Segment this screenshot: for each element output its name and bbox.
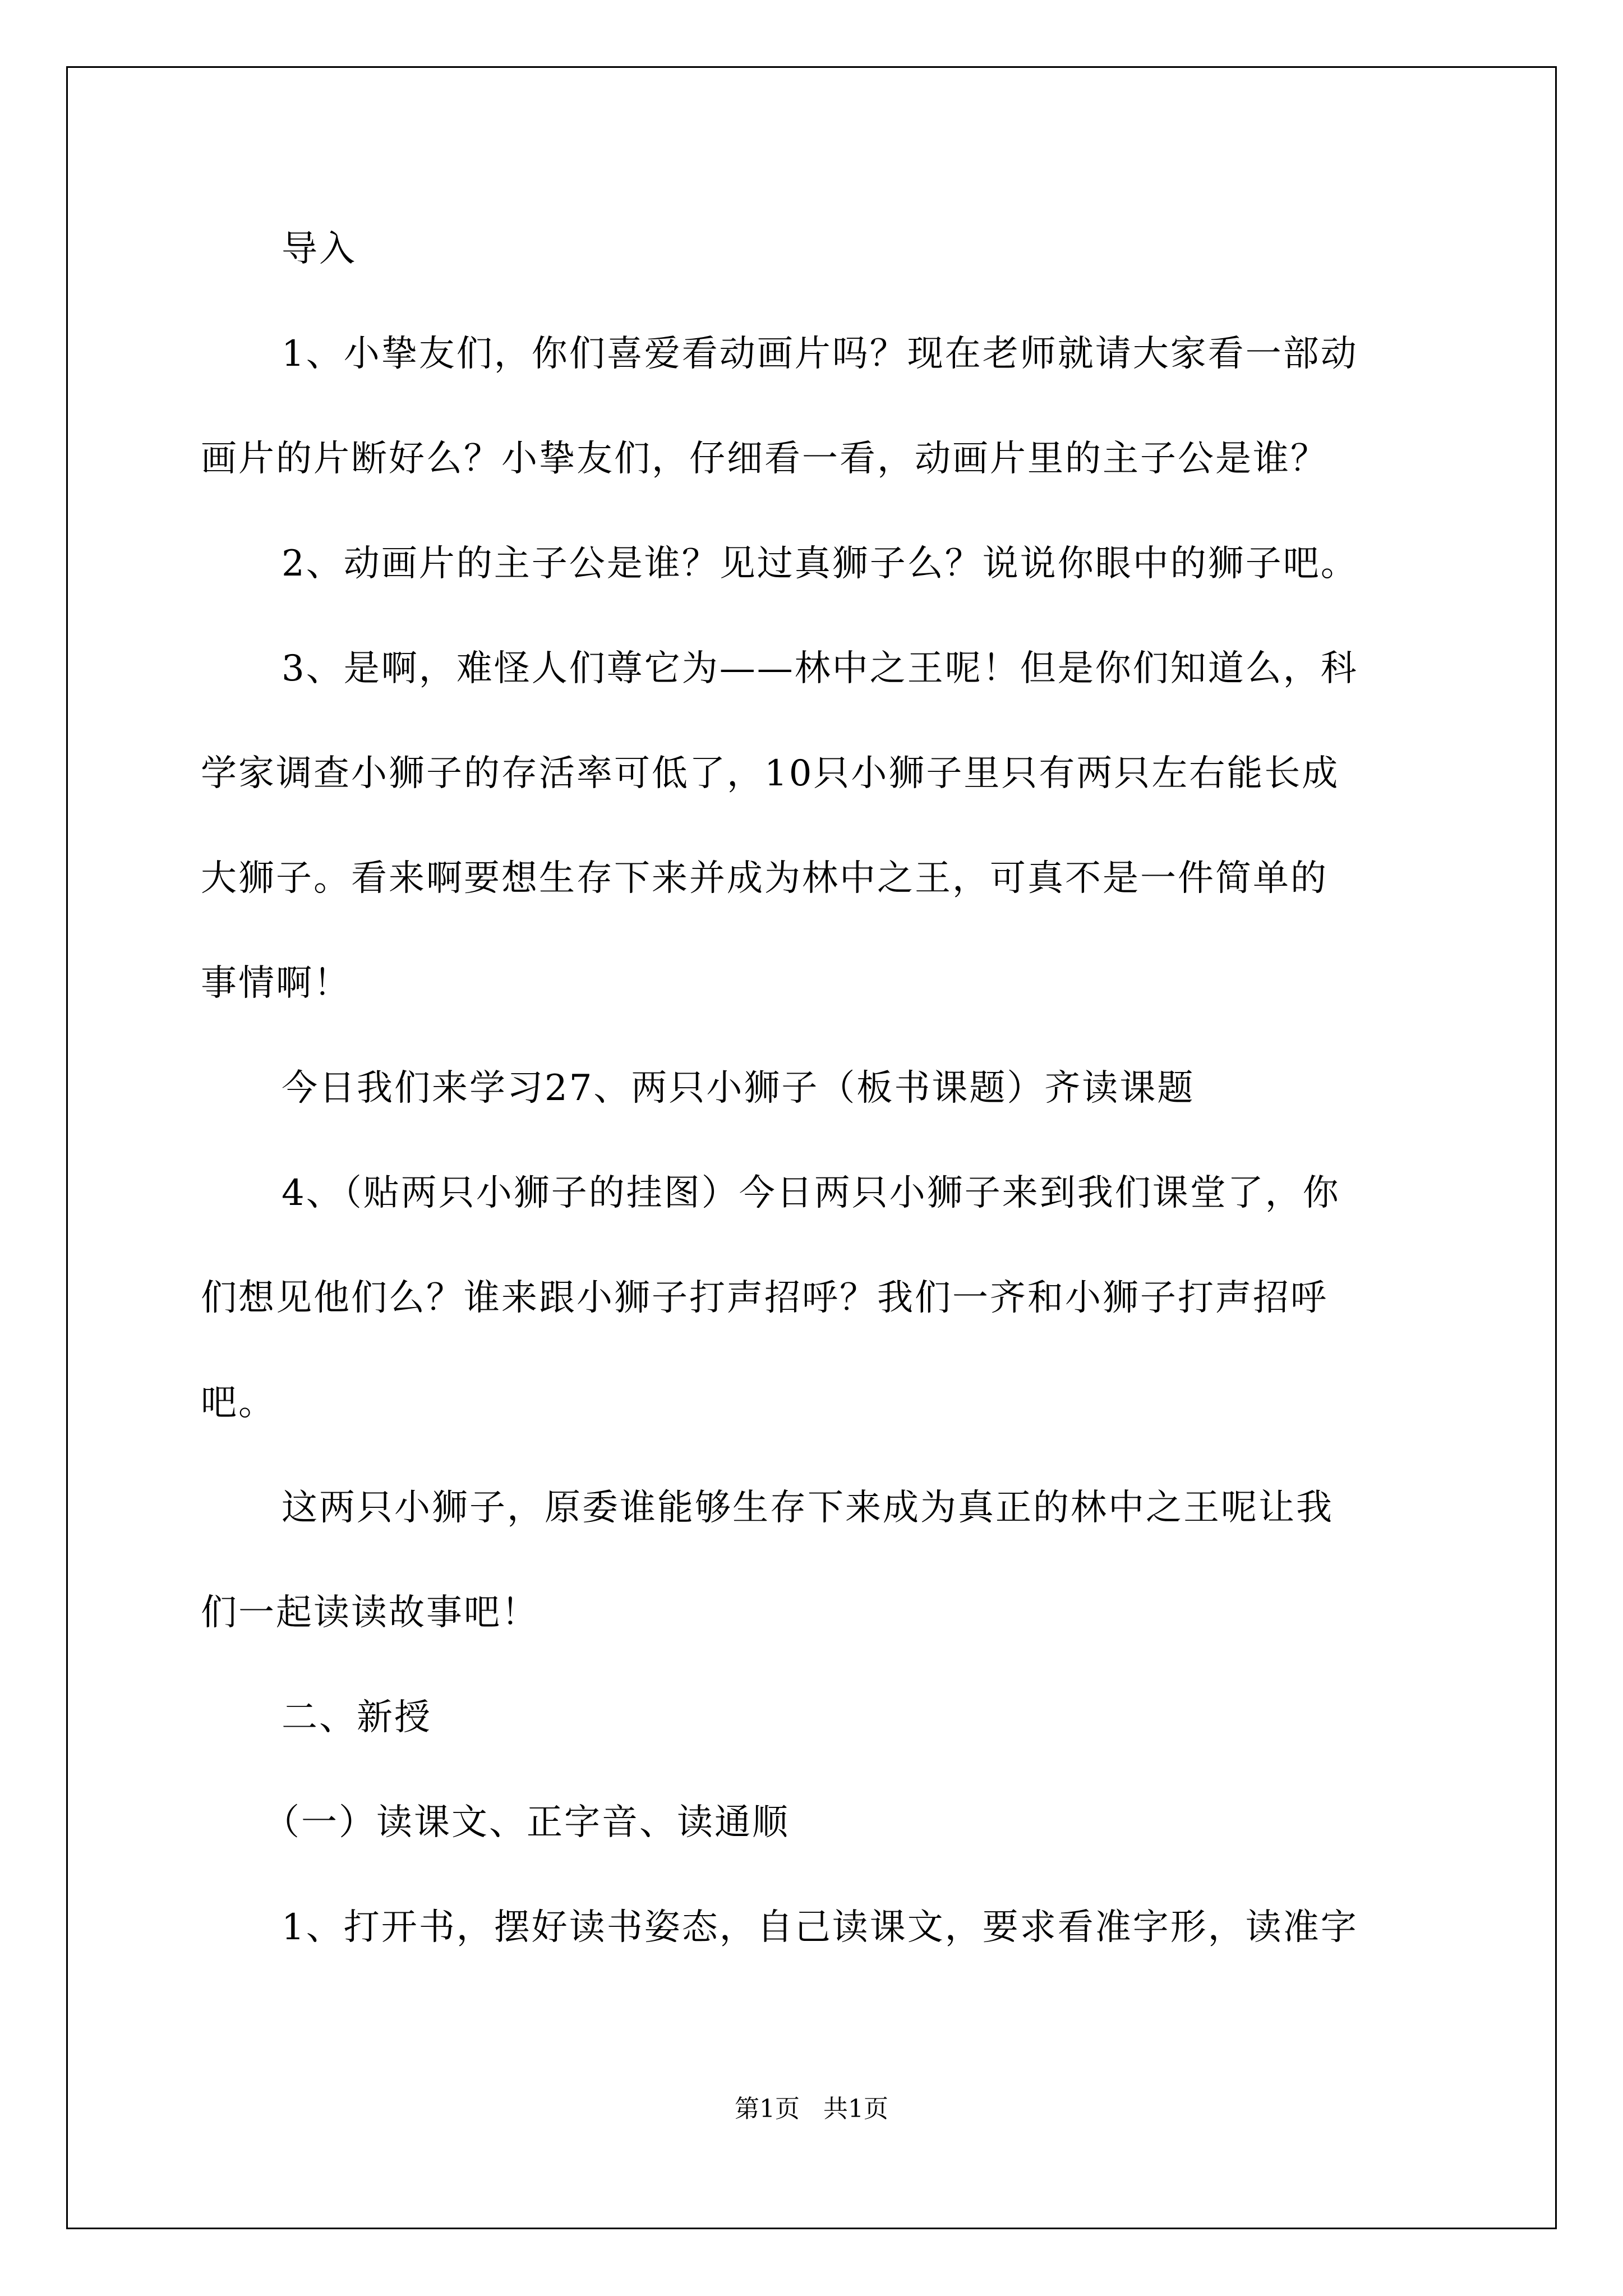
text-line: 学家调查小狮子的存活率可低了，10只小狮子里只有两只左右能长成 — [201, 753, 1340, 794]
text-line: 们想见他们么？谁来跟小狮子打声招呼？我们一齐和小狮子打声招呼 — [201, 1277, 1328, 1319]
text-line: 4、（贴两只小狮子的挂图）今日两只小狮子来到我们课堂了，你 — [282, 1172, 1340, 1214]
text-line: 1、打开书，摆好读书姿态，自己读课文，要求看准字形，读准字 — [282, 1907, 1358, 1948]
text-line: 们一起读读故事吧！ — [201, 1592, 539, 1634]
text-line: 3、是啊，难怪人们尊它为——林中之王呢！但是你们知道么，科 — [282, 648, 1358, 689]
text-line-intro-heading: 导入 — [282, 228, 357, 270]
text-line: 1、小挚友们，你们喜爱看动画片吗？现在老师就请大家看一部动 — [282, 333, 1358, 375]
text-line: 画片的片断好么？小挚友们，仔细看一看，动画片里的主子公是谁？ — [201, 438, 1328, 480]
text-line: 2、动画片的主子公是谁？见过真狮子么？说说你眼中的狮子吧。 — [282, 543, 1358, 585]
text-line: 事情啊！ — [201, 963, 351, 1004]
subsection-heading: （一）读课文、正字音、读通顺 — [264, 1802, 790, 1843]
page-footer: 第1页 共1页 — [735, 2095, 888, 2123]
text-line: 今日我们来学习27、两只小狮子（板书课题）齐读课题 — [282, 1068, 1195, 1109]
text-line: 这两只小狮子，原委谁能够生存下来成为真正的林中之王呢让我 — [282, 1487, 1334, 1529]
text-line: 吧。 — [201, 1382, 276, 1424]
section-heading: 二、新授 — [282, 1697, 432, 1738]
text-line: 大狮子。看来啊要想生存下来并成为林中之王，可真不是一件简单的 — [201, 858, 1328, 899]
